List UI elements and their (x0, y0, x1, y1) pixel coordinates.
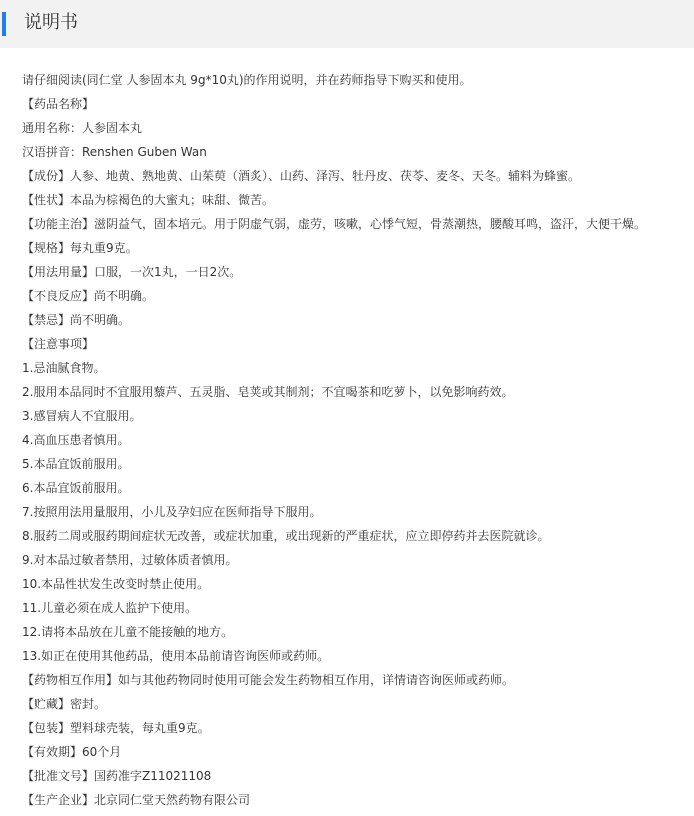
precaution-item: 5.本品宜饭前服用。 (22, 457, 130, 471)
precaution-item: 1.忌油腻食物。 (22, 361, 106, 375)
section-storage: 【贮藏】密封。 (22, 697, 107, 711)
section-indications: 【功能主治】滋阴益气，固本培元。用于阴虚气弱，虚劳，咳嗽，心悸气短，骨蒸潮热，腰酸耳鸣，盗汗，大便干燥。 (22, 217, 647, 231)
precaution-item: 3.感冒病人不宜服用。 (22, 409, 142, 423)
header-accent-bar (2, 12, 6, 36)
section-dosage: 【用法用量】口服，一次1丸，一日2次。 (22, 265, 242, 279)
page-title: 说明书 (24, 12, 78, 33)
precaution-item: 6.本品宜饭前服用。 (22, 481, 130, 495)
precaution-item: 4.高血压患者慎用。 (22, 433, 130, 447)
section-specification: 【规格】每丸重9克。 (22, 241, 138, 255)
section-approval-number: 【批准文号】国药准字Z11021108 (22, 769, 212, 783)
precaution-item: 8.服药二周或服药期间症状无改善，或症状加重，或出现新的严重症状，应立即停药并去医院就诊。 (22, 529, 550, 543)
instructions-body (22, 68, 688, 812)
section-adverse-reactions: 【不良反应】尚不明确。 (22, 289, 155, 303)
precaution-item: 2.服用本品同时不宜服用藜芦、五灵脂、皂荚或其制剂；不宜喝茶和吃萝卜，以免影响药效。 (22, 385, 514, 399)
section-ingredients: 【成份】人参、地黄、熟地黄、山茱萸（酒炙）、山药、泽泻、牡丹皮、茯苓、麦冬、天冬。辅料为蜂蜜。 (22, 169, 581, 183)
precaution-item: 9.对本品过敏者禁用，过敏体质者慎用。 (22, 553, 238, 567)
instructions-header (0, 0, 694, 48)
section-manufacturer: 【生产企业】北京同仁堂天然药物有限公司 (22, 793, 251, 807)
precaution-item: 7.按照用法用量服用，小儿及孕妇应在医师指导下服用。 (22, 505, 322, 519)
generic-name: 通用名称：人参固本丸 (22, 121, 143, 135)
section-drug-name: 【药品名称】 (22, 97, 95, 111)
precaution-item: 10.本品性状发生改变时禁止使用。 (22, 577, 210, 591)
section-shelf-life: 【有效期】60个月 (22, 745, 122, 759)
section-packaging: 【包装】塑料球壳装，每丸重9克。 (22, 721, 210, 735)
section-drug-interactions: 【药物相互作用】如与其他药物同时使用可能会发生药物相互作用，详情请咨询医师或药师。 (22, 673, 515, 687)
precaution-item: 12.请将本品放在儿童不能接触的地方。 (22, 625, 234, 639)
intro-text: 请仔细阅读(同仁堂 人参固本丸 9g*10丸)的作用说明，并在药师指导下购买和使用。 (22, 73, 472, 87)
section-characteristics: 【性状】本品为棕褐色的大蜜丸；味甜、微苦。 (22, 193, 275, 207)
precaution-item: 11.儿童必须在成人监护下使用。 (22, 601, 198, 615)
section-contraindications: 【禁忌】尚不明确。 (22, 313, 131, 327)
pinyin-name: 汉语拼音：Renshen Guben Wan (22, 145, 207, 159)
section-precautions: 【注意事项】 (22, 337, 95, 351)
precaution-item: 13.如正在使用其他药品，使用本品前请咨询医师或药师。 (22, 649, 330, 663)
